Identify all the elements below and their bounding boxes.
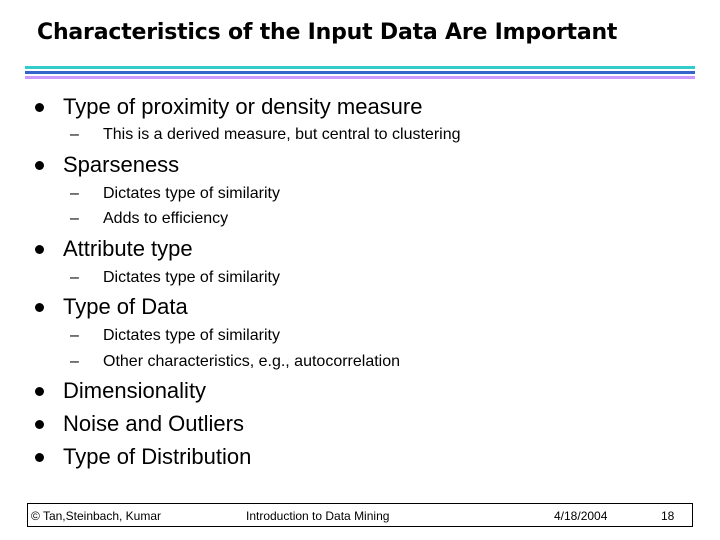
bullet-dot-icon: [35, 103, 44, 112]
title-underline-teal: [25, 66, 695, 69]
footer-copyright: © Tan,Steinbach, Kumar: [31, 509, 162, 523]
footer-page-number: 18: [661, 509, 675, 523]
title-underline-blue: [25, 71, 695, 74]
slide-title: Characteristics of the Input Data Are Important: [37, 20, 618, 45]
sub-bullet-text: Dictates type of similarity: [103, 185, 280, 202]
bullet-dot-icon: [35, 453, 44, 462]
bullet-dot-icon: [35, 387, 44, 396]
sub-bullet-text: Adds to efficiency: [103, 210, 229, 227]
bullet-dot-icon: [35, 303, 44, 312]
dash-marker: –: [70, 126, 79, 143]
sub-bullet-text: Dictates type of similarity: [103, 327, 280, 344]
dash-marker: –: [70, 353, 79, 370]
slide-footer: [27, 503, 693, 527]
bullet-dot-icon: [35, 245, 44, 254]
sub-bullet-text: Other characteristics, e.g., autocorrelation: [103, 353, 401, 370]
bullet-text: Dimensionality: [63, 378, 207, 403]
footer-date: 4/18/2004: [554, 509, 608, 523]
bullet-text: Type of proximity or density measure: [63, 94, 423, 119]
footer-course-title: Introduction to Data Mining: [246, 509, 390, 523]
bullet-text: Type of Distribution: [63, 444, 252, 469]
bullet-dot-icon: [35, 161, 44, 170]
dash-marker: –: [70, 185, 79, 202]
bullet-text: Sparseness: [63, 152, 180, 177]
bullet-text: Attribute type: [63, 236, 193, 261]
dash-marker: –: [70, 269, 79, 286]
dash-marker: –: [70, 327, 79, 344]
bullet-dot-icon: [35, 420, 44, 429]
sub-bullet-text: Dictates type of similarity: [103, 269, 280, 286]
title-underline-lavender: [25, 76, 695, 79]
bullet-text: Type of Data: [63, 294, 188, 319]
bullet-text: Noise and Outliers: [63, 411, 244, 436]
sub-bullet-text: This is a derived measure, but central to clustering: [103, 126, 461, 143]
dash-marker: –: [70, 210, 79, 227]
